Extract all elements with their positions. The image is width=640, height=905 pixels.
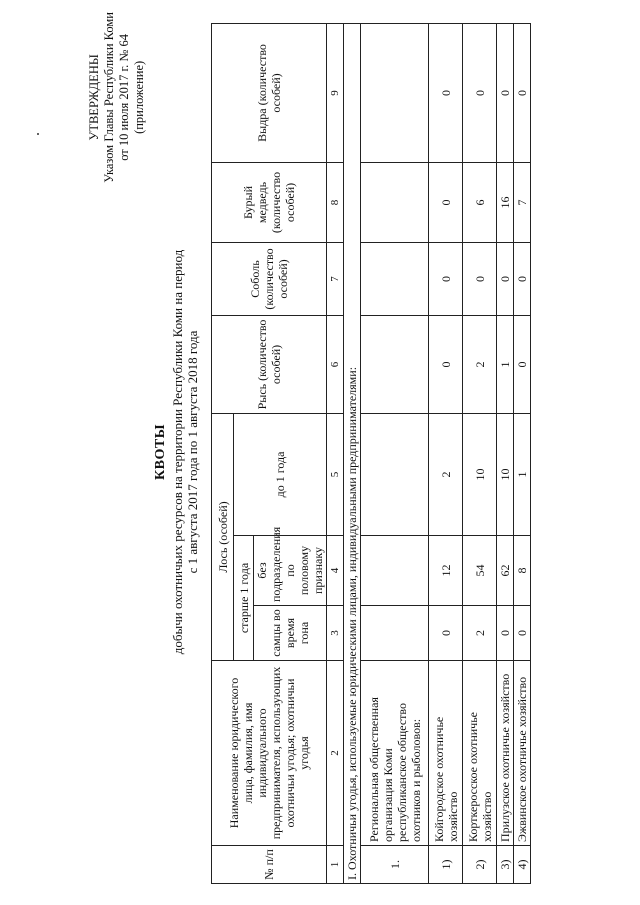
header-otter: Выдра (количество особей) <box>212 23 327 162</box>
row-name: Койгородское охотничье хозяйство <box>429 661 463 846</box>
cell-lynx: 1 <box>497 315 514 413</box>
row-name: Корткеросское охотничье хозяйство <box>463 661 497 846</box>
title-line2: добычи охотничьих ресурсов на территории Республики Коми на период <box>170 249 185 655</box>
approval-block <box>87 12 147 183</box>
cell-otter: 0 <box>429 23 463 162</box>
empty-cell <box>361 242 429 315</box>
table-row <box>497 23 514 883</box>
cell-no-sex: 8 <box>514 536 531 606</box>
org-number: 1. <box>361 846 429 884</box>
header-no: № п/п <box>212 846 327 884</box>
cell-otter: 0 <box>497 23 514 162</box>
cell-young: 10 <box>463 413 497 535</box>
header-elk-no-sex: без подразделения по половому признаку <box>254 536 327 606</box>
cell-sable: 0 <box>463 242 497 315</box>
table-row <box>463 23 497 883</box>
cell-sable: 0 <box>497 242 514 315</box>
col-number: 3 <box>327 606 344 661</box>
approval-line3: от 10 июля 2017 г. № 64 <box>117 34 131 161</box>
col-number: 8 <box>327 162 344 242</box>
cell-young: 2 <box>429 413 463 535</box>
cell-no-sex: 54 <box>463 536 497 606</box>
row-name: Эжвинское охотничье хозяйство <box>514 661 531 846</box>
approval-line2: Указом Главы Республики Коми <box>102 12 116 183</box>
document-title <box>152 12 200 892</box>
cell-young: 10 <box>497 413 514 535</box>
org-name: Региональная общественная организация Коми республиканское общество охотников и рыболовов: <box>361 661 429 846</box>
col-number: 2 <box>327 661 344 846</box>
empty-cell <box>361 315 429 413</box>
row-number: 2) <box>463 846 497 884</box>
cell-sable: 0 <box>429 242 463 315</box>
header-elk-young: до 1 года <box>234 413 327 535</box>
header-name: Наименование юридического лица, фамилия, имя индивидуального предпринимателя, использующих охотничьи угодья; охотничьи угодья <box>212 661 327 846</box>
col-number: 4 <box>327 536 344 606</box>
title-main: КВОТЫ <box>153 424 168 480</box>
table-row <box>514 23 531 883</box>
scan-speck <box>37 133 39 135</box>
title-line3: с 1 августа 2017 года по 1 августа 2018 года <box>185 330 200 574</box>
cell-males-rut: 0 <box>497 606 514 661</box>
header-lynx: Рысь (количество особей) <box>212 315 327 413</box>
empty-cell <box>361 606 429 661</box>
cell-males-rut: 0 <box>514 606 531 661</box>
row-number: 1) <box>429 846 463 884</box>
section-heading: I. Охотничьи угодья, используемые юридическими лицами, индивидуальными предпринимателями: <box>344 23 361 883</box>
cell-bear: 6 <box>463 162 497 242</box>
header-elk: Лось (особей) <box>212 413 234 660</box>
row-number: 3) <box>497 846 514 884</box>
empty-cell <box>361 413 429 535</box>
cell-bear: 16 <box>497 162 514 242</box>
header-bear: Бурый медведь (количество особей) <box>212 162 327 242</box>
col-number: 5 <box>327 413 344 535</box>
approval-line1: УТВЕРЖДЕНЫ <box>87 54 101 141</box>
cell-otter: 0 <box>463 23 497 162</box>
cell-males-rut: 2 <box>463 606 497 661</box>
empty-cell <box>361 23 429 162</box>
quotas-table <box>211 23 531 884</box>
header-elk-older: старше 1 года <box>234 536 254 661</box>
rotated-page <box>40 12 600 892</box>
row-number: 4) <box>514 846 531 884</box>
cell-no-sex: 12 <box>429 536 463 606</box>
empty-cell <box>361 162 429 242</box>
header-sable: Соболь (количество особей) <box>212 242 327 315</box>
header-elk-males-rut: самцы во время гона <box>254 606 327 661</box>
cell-males-rut: 0 <box>429 606 463 661</box>
cell-bear: 7 <box>514 162 531 242</box>
approval-line4: (приложение) <box>132 60 146 134</box>
cell-young: 1 <box>514 413 531 535</box>
col-number: 9 <box>327 23 344 162</box>
empty-cell <box>361 536 429 606</box>
cell-lynx: 0 <box>514 315 531 413</box>
cell-lynx: 0 <box>429 315 463 413</box>
row-name: Прилузское охотничье хозяйство <box>497 661 514 846</box>
cell-otter: 0 <box>514 23 531 162</box>
cell-no-sex: 62 <box>497 536 514 606</box>
col-number: 6 <box>327 315 344 413</box>
table-row <box>429 23 463 883</box>
col-number: 7 <box>327 242 344 315</box>
cell-lynx: 2 <box>463 315 497 413</box>
cell-sable: 0 <box>514 242 531 315</box>
col-number: 1 <box>327 846 344 884</box>
cell-bear: 0 <box>429 162 463 242</box>
